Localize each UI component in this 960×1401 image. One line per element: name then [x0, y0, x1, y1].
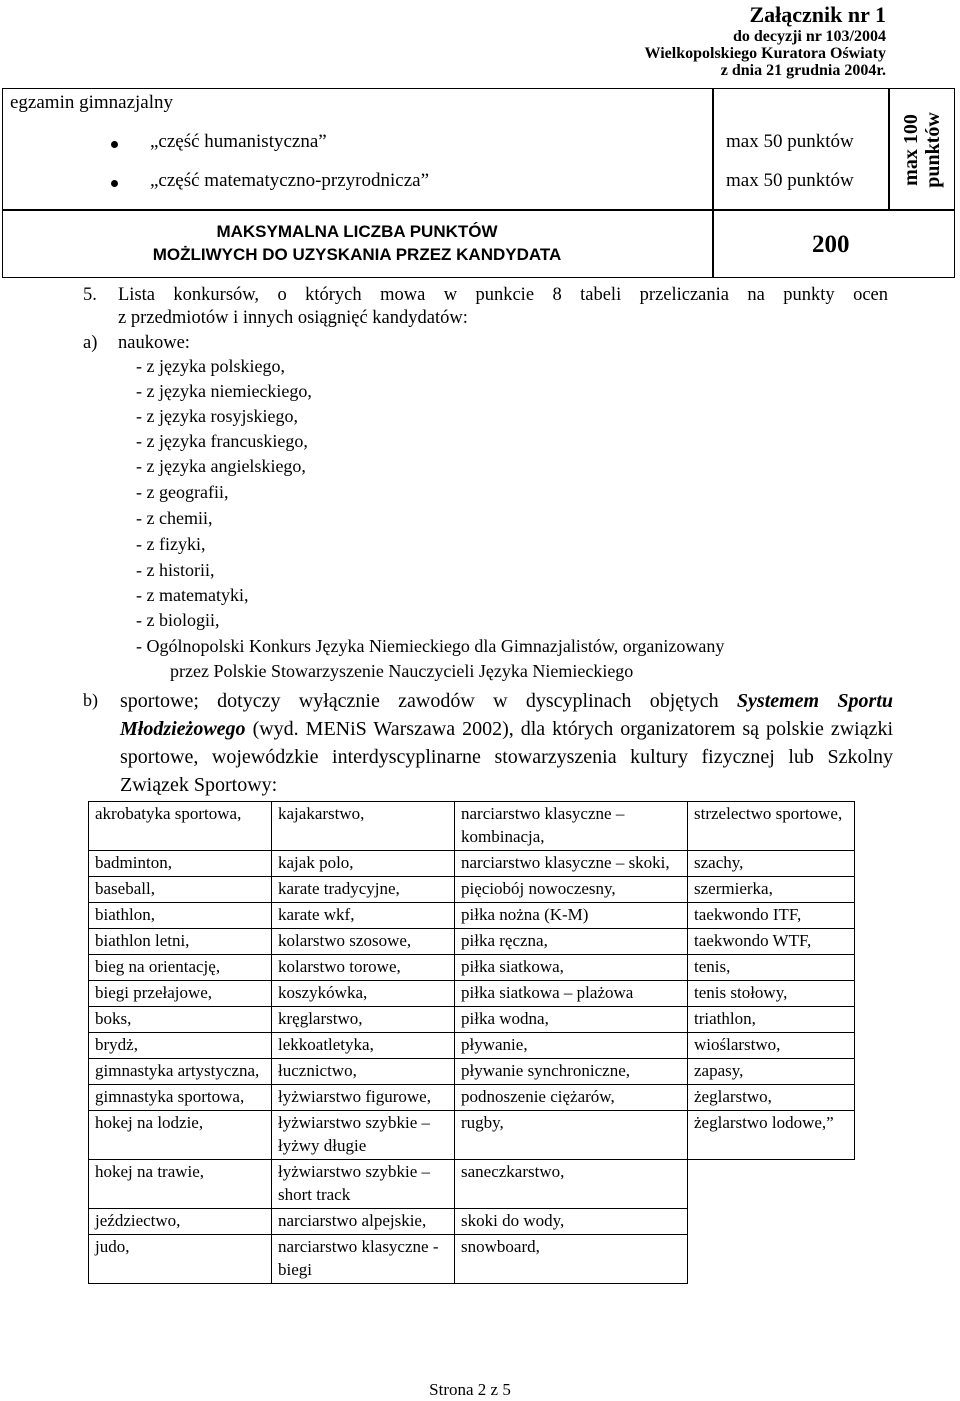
- table-row: [89, 1209, 855, 1235]
- table-cell: łucznictwo,: [272, 1059, 455, 1085]
- table-cell: kolarstwo torowe,: [272, 955, 455, 981]
- table-row: [89, 929, 855, 955]
- table-cell: snowboard,: [455, 1235, 688, 1284]
- table-cell: akrobatyka sportowa,: [89, 802, 272, 851]
- table-cell: kajakarstwo,: [272, 802, 455, 851]
- table-row: [89, 1007, 855, 1033]
- table-cell: baseball,: [89, 877, 272, 903]
- table-cell: lekkoatletyka,: [272, 1033, 455, 1059]
- bullet-icon: [111, 180, 118, 187]
- table-cell: narciarstwo klasyczne – kombinacja,: [455, 802, 688, 851]
- total-points-vertical: max 100 punktów: [900, 112, 945, 188]
- table-cell: karate tradycyjne,: [272, 877, 455, 903]
- section-intro-line2: z przedmiotów i innych osiągnięć kandydatów:: [118, 308, 468, 328]
- table-row: [89, 851, 855, 877]
- max-points-value: 200: [812, 231, 850, 258]
- bullet-icon: [111, 141, 118, 148]
- table-row: [89, 802, 855, 851]
- table-cell: rugby,: [455, 1111, 688, 1160]
- exam-part-humanities: „część humanistyczna”: [150, 131, 327, 152]
- contest-item: przez Polskie Stowarzyszenie Nauczycieli Języka Niemieckiego: [170, 661, 634, 681]
- table-cell: narciarstwo klasyczne – skoki,: [455, 851, 688, 877]
- table-cell: żeglarstwo,: [688, 1085, 855, 1111]
- table-row: [89, 903, 855, 929]
- table-cell: triathlon,: [688, 1007, 855, 1033]
- table-cell: piłka siatkowa,: [455, 955, 688, 981]
- exam-label: egzamin gimnazjalny: [10, 92, 174, 113]
- table-cell: biathlon,: [89, 903, 272, 929]
- contest-item: - z geografii,: [136, 482, 229, 502]
- sports-disciplines-table: [88, 801, 855, 1284]
- table-cell: kręglarstwo,: [272, 1007, 455, 1033]
- table-divider: [712, 209, 714, 278]
- table-cell: bieg na orientację,: [89, 955, 272, 981]
- table-cell: pływanie synchroniczne,: [455, 1059, 688, 1085]
- table-cell: kolarstwo szosowe,: [272, 929, 455, 955]
- table-cell: jeździectwo,: [89, 1209, 272, 1235]
- contest-item: - z języka niemieckiego,: [136, 381, 312, 401]
- table-cell: zapasy,: [688, 1059, 855, 1085]
- table-row: [89, 1059, 855, 1085]
- table-cell: hokej na trawie,: [89, 1160, 272, 1209]
- table-cell: narciarstwo alpejskie,: [272, 1209, 455, 1235]
- table-row: [89, 1235, 855, 1284]
- table-row: [89, 1160, 855, 1209]
- table-cell: [688, 1235, 855, 1284]
- table-cell: gimnastyka artystyczna,: [89, 1059, 272, 1085]
- table-cell: szermierka,: [688, 877, 855, 903]
- table-row: [89, 981, 855, 1007]
- contest-item: - z chemii,: [136, 508, 213, 528]
- section-intro-line1: Lista konkursów, o których mowa w punkcie 8 tabeli przeliczania na punkty ocen: [118, 285, 888, 305]
- table-cell: łyżwiarstwo szybkie – short track: [272, 1160, 455, 1209]
- table-cell: [688, 1209, 855, 1235]
- contest-item: - z matematyki,: [136, 585, 249, 605]
- table-cell: hokej na lodzie,: [89, 1111, 272, 1160]
- table-row: [89, 1033, 855, 1059]
- list-label-a: a): [83, 333, 98, 353]
- table-cell: strzelectwo sportowe,: [688, 802, 855, 851]
- table-cell: piłka siatkowa – plażowa: [455, 981, 688, 1007]
- list-heading-scientific: naukowe:: [118, 333, 190, 353]
- contest-item: - z języka angielskiego,: [136, 456, 306, 476]
- sports-paragraph: sportowe; dotyczy wyłącznie zawodów w dyscyplinach objętych Systemem Sportu Młodzieżowego (wyd. MENiS Warszawa 2002), dla których organizatorem są polskie związki sportowe, wojewódzkie interdyscyplinarne stowarzyszenia kultury fizycznej lub Szkolny Związek Sportowy:: [120, 690, 894, 796]
- annex-title: Załącznik nr 1: [749, 2, 886, 27]
- table-cell: szachy,: [688, 851, 855, 877]
- table-cell: boks,: [89, 1007, 272, 1033]
- contest-item: - z języka francuskiego,: [136, 431, 308, 451]
- contest-item: - z języka rosyjskiego,: [136, 406, 298, 426]
- table-cell: kajak polo,: [272, 851, 455, 877]
- table-cell: biegi przełajowe,: [89, 981, 272, 1007]
- table-row: [89, 1085, 855, 1111]
- exam-part-points: max 50 punktów: [726, 170, 854, 191]
- contest-item: - Ogólnopolski Konkurs Języka Niemieckiego dla Gimnazjalistów, organizowany: [136, 636, 725, 656]
- table-row: [89, 1111, 855, 1160]
- table-divider: [2, 209, 955, 211]
- table-cell: żeglarstwo lodowe,”: [688, 1111, 855, 1160]
- table-cell: gimnastyka sportowa,: [89, 1085, 272, 1111]
- page-number: Strona 2 z 5: [429, 1380, 511, 1399]
- table-cell: tenis,: [688, 955, 855, 981]
- table-cell: pięciobój nowoczesny,: [455, 877, 688, 903]
- table-cell: saneczkarstwo,: [455, 1160, 688, 1209]
- table-cell: brydż,: [89, 1033, 272, 1059]
- table-cell: taekwondo WTF,: [688, 929, 855, 955]
- table-cell: [688, 1160, 855, 1209]
- table-cell: koszykówka,: [272, 981, 455, 1007]
- system-name: Systemem Sportu Młodzieżowego: [120, 690, 894, 740]
- table-cell: piłka ręczna,: [455, 929, 688, 955]
- table-cell: judo,: [89, 1235, 272, 1284]
- table-cell: łyżwiarstwo szybkie – łyżwy długie: [272, 1111, 455, 1160]
- table-cell: narciarstwo klasyczne - biegi: [272, 1235, 455, 1284]
- contest-item: - z języka polskiego,: [136, 356, 285, 376]
- table-cell: skoki do wody,: [455, 1209, 688, 1235]
- table-cell: biathlon letni,: [89, 929, 272, 955]
- exam-part-math-science: „część matematyczno-przyrodnicza”: [150, 170, 430, 191]
- contest-item: - z biologii,: [136, 610, 220, 630]
- table-cell: karate wkf,: [272, 903, 455, 929]
- list-label-b: b): [83, 690, 98, 710]
- contest-item: - z fizyki,: [136, 534, 206, 554]
- table-cell: łyżwiarstwo figurowe,: [272, 1085, 455, 1111]
- table-cell: podnoszenie ciężarów,: [455, 1085, 688, 1111]
- section-number: 5.: [83, 285, 97, 305]
- table-divider: [712, 88, 714, 210]
- table-row: [89, 877, 855, 903]
- contest-item: - z historii,: [136, 560, 215, 580]
- table-cell: taekwondo ITF,: [688, 903, 855, 929]
- table-row: [89, 955, 855, 981]
- table-cell: pływanie,: [455, 1033, 688, 1059]
- table-cell: badminton,: [89, 851, 272, 877]
- max-points-label: MAKSYMALNA LICZBA PUNKTÓW MOŻLIWYCH DO UZYSKANIA PRZEZ KANDYDATA: [152, 222, 562, 264]
- table-cell: piłka nożna (K-M): [455, 903, 688, 929]
- exam-part-points: max 50 punktów: [726, 131, 854, 152]
- table-cell: piłka wodna,: [455, 1007, 688, 1033]
- table-cell: tenis stołowy,: [688, 981, 855, 1007]
- table-cell: wioślarstwo,: [688, 1033, 855, 1059]
- decision-reference: do decyzji nr 103/2004 Wielkopolskiego Kuratora Oświaty z dnia 21 grudnia 2004r.: [644, 28, 886, 79]
